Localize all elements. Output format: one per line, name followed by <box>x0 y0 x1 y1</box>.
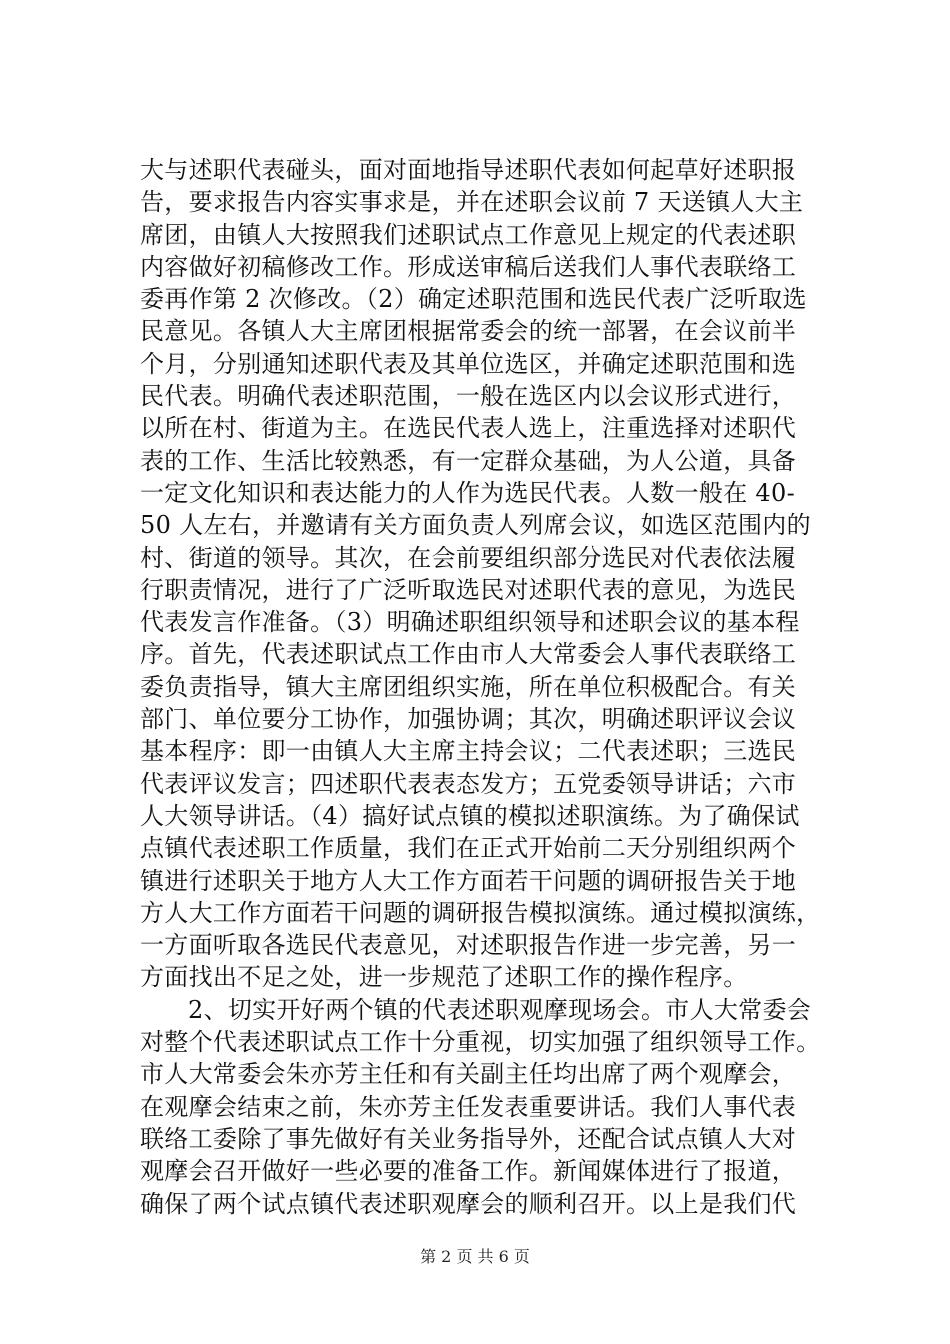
text-line: 方面找出不足之处，进一步规范了述职工作的操作程序。 <box>140 963 748 992</box>
text-line: 代表发言作准备。（3）明确述职组织领导和述职会议的基本程 <box>140 608 800 637</box>
text-line: 行职责情况，进行了广泛听取选民对述职代表的意见，为选民 <box>140 575 797 604</box>
text-line: 市人大常委会朱亦芳主任和有关副主任均出席了两个观摩会， <box>140 1060 797 1089</box>
text-line: 席团，由镇人大按照我们述职试点工作意见上规定的代表述职 <box>140 220 797 249</box>
text-line: 一方面听取各选民代表意见，对述职报告作进一步完善，另一 <box>140 931 797 960</box>
text-line: 方人大工作方面若干问题的调研报告模拟演练。通过模拟演练， <box>140 898 821 927</box>
text-line: 50 人左右，并邀请有关方面负责人列席会议，如选区范围内的 <box>140 511 811 540</box>
text-line: 表的工作、生活比较熟悉，有一定群众基础，为人公道，具备 <box>140 446 797 475</box>
text-line: 村、街道的领导。其次，在会前要组织部分选民对代表依法履 <box>140 543 797 572</box>
text-line: 部门、单位要分工协作，加强协调；其次，明确述职评议会议 <box>140 705 797 734</box>
text-line: 基本程序：即一由镇人大主席主持会议；二代表述职；三选民 <box>140 737 797 766</box>
body-text <box>140 154 840 1220</box>
text-line: 2、切实开好两个镇的代表述职观摩现场会。市人大常委会 <box>188 995 812 1024</box>
page-footer: 第 2 页 共 6 页 <box>420 1247 530 1266</box>
text-line: 代表评议发言；四述职代表表态发方；五党委领导讲话；六市 <box>140 769 797 798</box>
text-line: 镇进行述职关于地方人大工作方面若干问题的调研报告关于地 <box>140 866 797 895</box>
text-line: 内容做好初稿修改工作。形成送审稿后送我们人事代表联络工 <box>140 252 797 281</box>
text-line: 以所在村、街道为主。在选民代表人选上，注重选择对述职代 <box>140 414 797 443</box>
text-line: 点镇代表述职工作质量，我们在正式开始前二天分别组织两个 <box>140 834 797 863</box>
text-line: 告，要求报告内容实事求是，并在述职会议前 7 天送镇人大主 <box>140 188 804 217</box>
text-line: 民代表。明确代表述职范围，一般在选区内以会议形式进行， <box>140 382 797 411</box>
text-line: 序。首先，代表述职试点工作由市人大常委会人事代表联络工 <box>140 640 797 669</box>
text-line: 对整个代表述职试点工作十分重视，切实加强了组织领导工作。 <box>140 1028 821 1057</box>
text-line: 个月，分别通知述职代表及其单位选区，并确定述职范围和选 <box>140 349 797 378</box>
text-line: 委再作第 2 次修改。（2）确定述职范围和选民代表广泛听取选 <box>140 285 807 314</box>
text-line: 委负责指导，镇大主席团组织实施，所在单位积极配合。有关 <box>140 672 797 701</box>
text-line: 大与述职代表碰头，面对面地指导述职代表如何起草好述职报 <box>140 156 797 184</box>
text-line: 观摩会召开做好一些必要的准备工作。新闻媒体进行了报道， <box>140 1157 797 1186</box>
text-line: 民意见。各镇人大主席团根据常委会的统一部署，在会议前半 <box>140 317 797 346</box>
text-line: 确保了两个试点镇代表述职观摩会的顺利召开。以上是我们代 <box>140 1189 797 1218</box>
text-line: 联络工委除了事先做好有关业务指导外，还配合试点镇人大对 <box>140 1124 797 1153</box>
text-line: 人大领导讲话。（4）搞好试点镇的模拟述职演练。为了确保试 <box>140 801 800 830</box>
text-line: 在观摩会结束之前，朱亦芳主任发表重要讲话。我们人事代表 <box>140 1092 797 1121</box>
text-line: 一定文化知识和表达能力的人作为选民代表。人数一般在 40- <box>140 478 795 507</box>
